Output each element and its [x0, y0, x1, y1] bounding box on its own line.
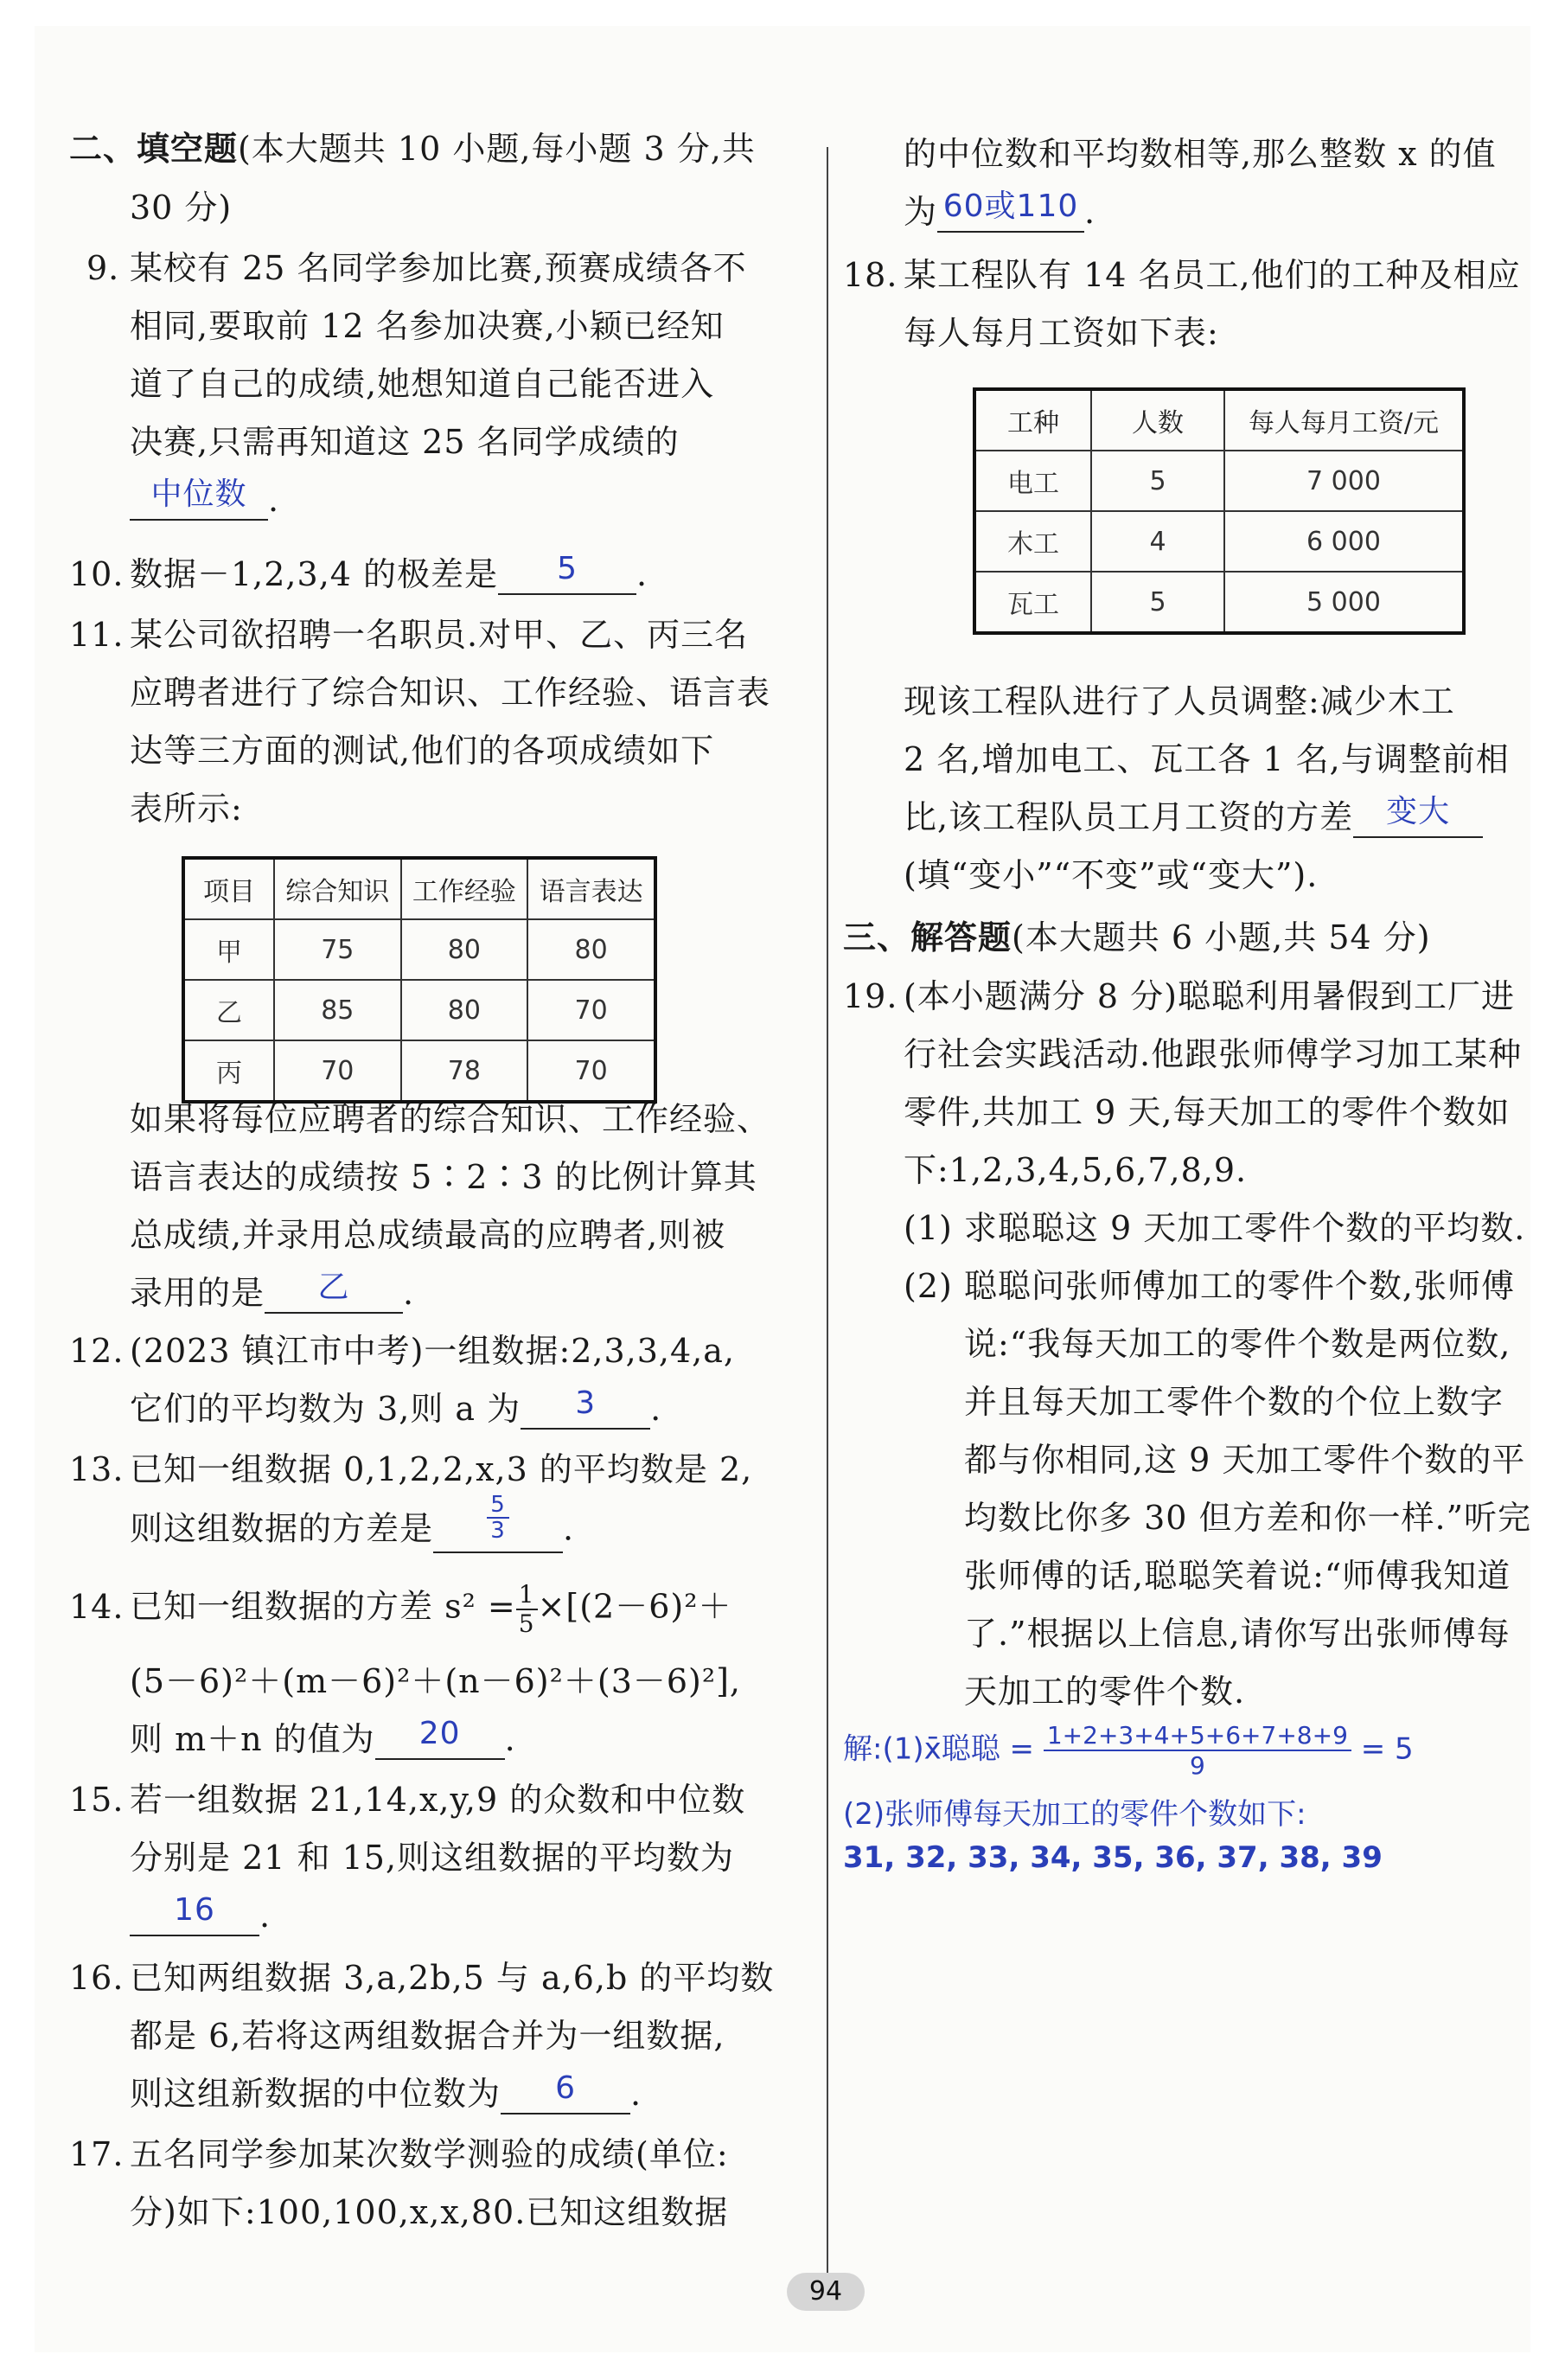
- q9-line1: [86, 247, 747, 289]
- q12-blank: [521, 1385, 650, 1430]
- q11-header-item: 项目: [183, 858, 274, 919]
- q12-answer-line: [130, 1385, 662, 1430]
- section2-heading: [69, 128, 756, 170]
- q14-period: .: [504, 1720, 516, 1758]
- q19-part1: (1) 求聪聪这 9 天加工零件个数的平均数.: [904, 1209, 1526, 1247]
- q19-line1: [843, 976, 1515, 1017]
- q11-score-table: [182, 856, 657, 1104]
- q17-line2: 分)如下:100,100,x,x,80.已知这组数据: [130, 2193, 729, 2231]
- section2-note-cont: 30 分): [130, 189, 233, 227]
- table-cell: 85: [274, 980, 401, 1040]
- table-cell: 70: [274, 1040, 401, 1102]
- q17-answer-line: [904, 191, 1096, 233]
- q19-line2: 行社会实践活动.他跟张师傅学习加工某种: [904, 1035, 1523, 1073]
- q13-period: .: [563, 1509, 575, 1548]
- table-cell: 78: [401, 1040, 528, 1102]
- q14-fraction-numerator: 1: [516, 1581, 538, 1610]
- q10-line: [69, 553, 648, 595]
- q16-answer-line: [130, 2070, 642, 2114]
- table-cell: 5 000: [1224, 572, 1464, 633]
- table-cell: 75: [274, 919, 401, 980]
- table-cell: 70: [527, 1040, 655, 1102]
- q15-number: 15.: [69, 1781, 125, 1819]
- q19-part2-line2: 说:“我每天加工的零件个数是两位数,: [964, 1325, 1511, 1363]
- q15-line2: 分别是 21 和 15,则这组数据的平均数为: [130, 1839, 735, 1877]
- q13-text: 已知一组数据 0,1,2,2,x,3 的平均数是 2,: [130, 1450, 753, 1488]
- q13-line2: 则这组数据的方差是: [130, 1509, 434, 1548]
- q11-header-experience: 工作经验: [401, 858, 528, 919]
- q11-blank: [265, 1270, 403, 1314]
- q19-part2-line1: (2) 聪聪问张师傅加工的零件个数,张师傅: [904, 1267, 1515, 1305]
- q19-solution-denominator: 9: [1189, 1751, 1205, 1780]
- table-cell: 乙: [183, 980, 274, 1040]
- table-cell: 4: [1091, 511, 1224, 572]
- q11-answer-line: [130, 1272, 414, 1314]
- q9-answer: 中位数: [150, 477, 247, 512]
- q19-solution-values: 31, 32, 33, 34, 35, 36, 37, 38, 39: [843, 1840, 1383, 1875]
- q19-part2-line7: 了.”根据以上信息,请你写出张师傅每: [964, 1615, 1511, 1653]
- q11-line5: 如果将每位应聘者的综合知识、工作经验、: [130, 1100, 771, 1138]
- q14-text-a: 已知一组数据的方差 s² =: [130, 1587, 516, 1626]
- table-cell: 70: [527, 980, 655, 1040]
- q14-fraction: [516, 1581, 538, 1638]
- q14-blank: [375, 1716, 505, 1760]
- q19-number: 19.: [843, 977, 898, 1015]
- q16-line3: 则这组新数据的中位数为: [130, 2075, 501, 2113]
- q11-line2: 应聘者进行了综合知识、工作经验、语言表: [130, 674, 771, 712]
- q19-solution-prefix: 解:(1)x̄聪聪 =: [843, 1731, 1035, 1767]
- q18-line3: 现该工程队进行了人员调整:减少木工: [904, 682, 1455, 720]
- q19-solution-numerator: 1+2+3+4+5+6+7+8+9: [1044, 1721, 1351, 1751]
- q19-solution-part2: (2)张师傅每天加工的零件个数如下:: [843, 1797, 1306, 1832]
- q14-line2: (5－6)²＋(m－6)²＋(n－6)²＋(3－6)²],: [130, 1662, 742, 1700]
- q19-part2-line6: 张师傅的话,聪聪笑着说:“师傅我知道: [964, 1557, 1511, 1595]
- q14-answer-line: [130, 1718, 516, 1760]
- q14-number: 14.: [69, 1587, 125, 1626]
- q16-period: .: [630, 2075, 642, 2113]
- table-cell: 80: [527, 919, 655, 980]
- q19-line3: 零件,共加工 9 天,每天加工的零件个数如: [904, 1093, 1511, 1131]
- q19-line4: 下:1,2,3,4,5,6,7,8,9.: [904, 1151, 1248, 1189]
- q11-line7: 总成绩,并录用总成绩最高的应聘者,则被: [130, 1216, 726, 1254]
- table-cell: 木工: [974, 511, 1091, 572]
- q19-solution-part1: [843, 1721, 1414, 1780]
- q19-solution-result: = 5: [1360, 1731, 1414, 1767]
- q14-line3: 则 m＋n 的值为: [130, 1720, 375, 1758]
- table-cell: 7 000: [1224, 451, 1464, 511]
- q15-blank: [130, 1892, 259, 1936]
- table-cell: 电工: [974, 451, 1091, 511]
- q15-text: 若一组数据 21,14,x,y,9 的众数和中位数: [130, 1781, 746, 1819]
- q14-fraction-denominator: 5: [518, 1609, 535, 1638]
- q11-number: 11.: [69, 616, 125, 654]
- worksheet-page: [35, 26, 1530, 2352]
- q9-blank: [130, 477, 268, 521]
- q11-line4: 表所示:: [130, 790, 243, 828]
- table-row: [974, 451, 1464, 511]
- q16-answer: 6: [555, 2070, 576, 2106]
- table-cell: 瓦工: [974, 572, 1091, 633]
- q17-line1: [69, 2134, 729, 2175]
- q18-line1: [843, 254, 1521, 296]
- q12-period: .: [650, 1390, 662, 1428]
- table-cell: 丙: [183, 1040, 274, 1102]
- q9-line2: 相同,要取前 12 名参加决赛,小颖已经知: [130, 307, 725, 345]
- q13-number: 13.: [69, 1450, 125, 1488]
- section3-heading: [843, 917, 1431, 958]
- q16-text: 已知两组数据 3,a,2b,5 与 a,6,b 的平均数: [130, 1959, 775, 1997]
- table-row: [974, 511, 1464, 572]
- q18-blank: [1353, 794, 1483, 838]
- q10-number: 10.: [69, 555, 125, 593]
- column-divider: [827, 147, 828, 2274]
- q12-number: 12.: [69, 1332, 125, 1370]
- q15-answer-line: [130, 1892, 271, 1936]
- q13-answer-numerator: 5: [487, 1493, 509, 1519]
- q18-line5: 比,该工程队员工月工资的方差: [904, 798, 1354, 836]
- q10-period: .: [636, 555, 648, 593]
- section2-note: (本大题共 10 小题,每小题 3 分,共: [238, 130, 756, 168]
- q9-answer-line: [130, 479, 279, 521]
- section3-title: 三、解答题: [843, 918, 1012, 956]
- table-row: [183, 980, 655, 1040]
- q9-line4: 决赛,只需再知道这 25 名同学成绩的: [130, 423, 680, 461]
- q11-line8: 录用的是: [130, 1274, 265, 1312]
- q18-header-job: 工种: [974, 389, 1091, 451]
- q17-line4: 为: [904, 193, 938, 231]
- q13-answer-line: [130, 1492, 575, 1553]
- q17-text: 五名同学参加某次数学测验的成绩(单位:: [130, 2135, 729, 2173]
- q11-line3: 达等三方面的测试,他们的各项成绩如下: [130, 732, 715, 770]
- q15-line1: [69, 1779, 745, 1820]
- q17-blank: [937, 189, 1084, 233]
- q11-answer: 乙: [317, 1270, 350, 1305]
- q10-answer: 5: [557, 551, 578, 586]
- table-row: [183, 919, 655, 980]
- q11-line1: [69, 614, 748, 656]
- q18-answer-line: [904, 794, 1483, 838]
- q17-answer: 60或110: [942, 189, 1079, 224]
- table-row: [183, 1040, 655, 1102]
- q18-table-header-row: [974, 389, 1464, 451]
- page-number: 94: [787, 2273, 865, 2311]
- table-cell: 80: [401, 980, 528, 1040]
- q13-answer-denominator: 3: [490, 1518, 506, 1544]
- q18-line2: 每人每月工资如下表:: [904, 314, 1219, 352]
- q12-answer: 3: [575, 1385, 597, 1421]
- q11-period: .: [403, 1274, 415, 1312]
- q9-number: 9.: [86, 249, 120, 287]
- table-cell: 6 000: [1224, 511, 1464, 572]
- q12-line2: 它们的平均数为 3,则 a 为: [130, 1390, 521, 1428]
- q16-line1: [69, 1957, 774, 1999]
- section3-note: (本大题共 6 小题,共 54 分): [1012, 918, 1431, 956]
- q16-line2: 都是 6,若将这两组数据合并为一组数据,: [130, 2017, 725, 2055]
- q13-answer-fraction: [487, 1493, 509, 1543]
- table-cell: 5: [1091, 572, 1224, 633]
- q17-period: .: [1084, 193, 1096, 231]
- section2-title: 二、填空题: [69, 130, 239, 168]
- q10-text: 数据－1,2,3,4 的极差是: [130, 555, 499, 593]
- table-cell: 甲: [183, 919, 274, 980]
- q9-text: 某校有 25 名同学参加比赛,预赛成绩各不: [130, 249, 747, 287]
- table-cell: 80: [401, 919, 528, 980]
- q14-text-b: ×[(2－6)²＋: [537, 1587, 732, 1626]
- q11-header-language: 语言表达: [527, 858, 655, 919]
- q19-part2-line3: 并且每天加工零件个数的个位上数字: [964, 1383, 1504, 1421]
- q15-answer: 16: [174, 1892, 215, 1928]
- q16-blank: [501, 2070, 630, 2114]
- q18-header-count: 人数: [1091, 389, 1224, 451]
- q15-period: .: [259, 1897, 271, 1935]
- q19-solution-fraction: [1044, 1721, 1351, 1780]
- q14-line1: [69, 1581, 731, 1638]
- q17-number: 17.: [69, 2135, 125, 2173]
- table-row: [974, 572, 1464, 633]
- q19-part2-line8: 天加工的零件个数.: [964, 1673, 1246, 1711]
- q10-blank: [498, 551, 636, 595]
- q11-line6: 语言表达的成绩按 5∶2∶3 的比例计算其: [130, 1158, 757, 1196]
- q18-text: 某工程队有 14 名员工,他们的工种及相应: [904, 256, 1521, 294]
- q19-part2-line5: 均数比你多 30 但方差和你一样.”听完: [964, 1499, 1532, 1537]
- q11-header-knowledge: 综合知识: [274, 858, 401, 919]
- q18-number: 18.: [843, 256, 898, 294]
- q13-blank: [433, 1492, 563, 1553]
- q18-line6: (填“变小”“不变”或“变大”).: [904, 856, 1319, 894]
- q18-header-wage: 每人每月工资/元: [1224, 389, 1464, 451]
- q9-period: .: [268, 481, 280, 519]
- q17-line3: 的中位数和平均数相等,那么整数 x 的值: [904, 135, 1497, 173]
- q11-text: 某公司欲招聘一名职员.对甲、乙、丙三名: [130, 616, 749, 654]
- q14-answer: 20: [418, 1716, 461, 1751]
- q11-table-header-row: [183, 858, 655, 919]
- q16-number: 16.: [69, 1959, 125, 1997]
- q18-wage-table: [973, 387, 1466, 635]
- q13-line1: [69, 1449, 752, 1490]
- q12-line1: [69, 1330, 735, 1372]
- q12-text: (2023 镇江市中考)一组数据:2,3,3,4,a,: [130, 1332, 735, 1370]
- q18-answer: 变大: [1386, 794, 1451, 829]
- q9-line3: 道了自己的成绩,她想知道自己能否进入: [130, 365, 715, 403]
- q19-text: (本小题满分 8 分)聪聪利用暑假到工厂进: [904, 977, 1515, 1015]
- table-cell: 5: [1091, 451, 1224, 511]
- q18-line4: 2 名,增加电工、瓦工各 1 名,与调整前相: [904, 740, 1510, 778]
- q19-part2-line4: 都与你相同,这 9 天加工零件个数的平: [964, 1441, 1526, 1479]
